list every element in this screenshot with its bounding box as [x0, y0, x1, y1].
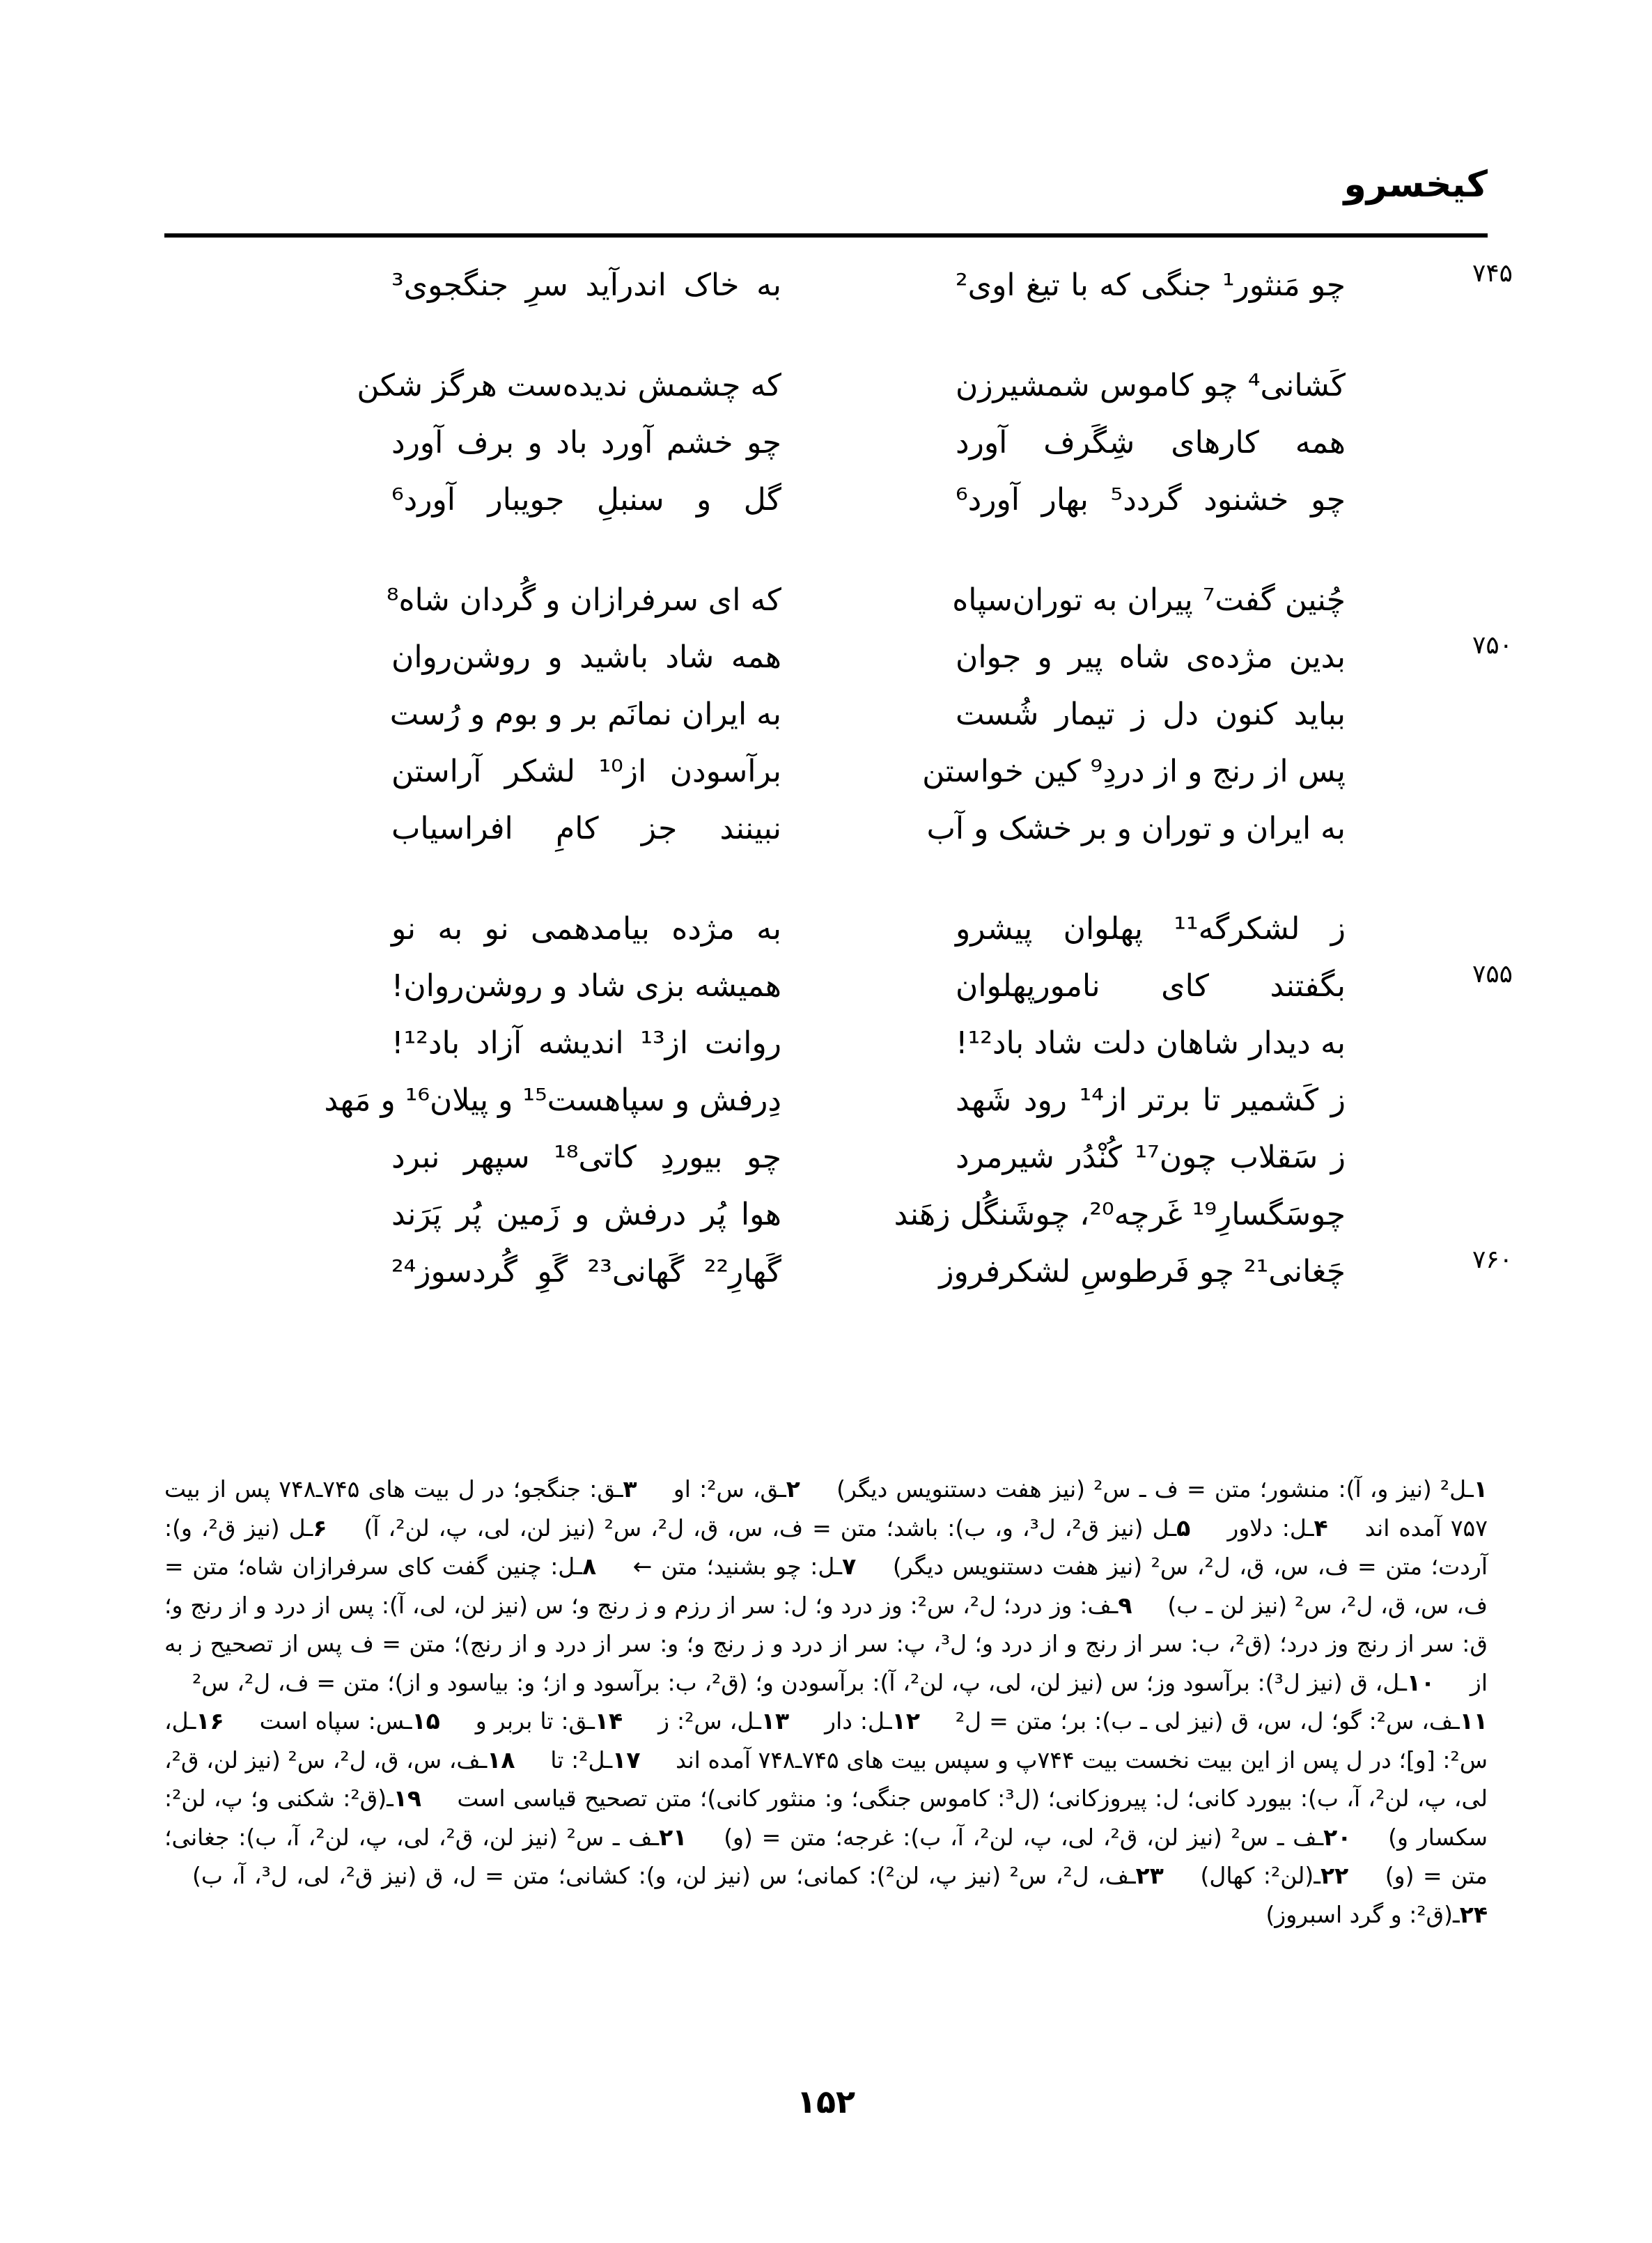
footnote-text: ل² (نیز و، آ): منشور؛ متن = ف ـ س² (نیز هفت دستنویس دیگر) — [836, 1475, 1467, 1503]
couplet — [0, 358, 1652, 415]
footnote-dash: ـ — [1111, 1591, 1119, 1619]
second-hemistich: گَهارِ²² گَهانی²³ گَوِ گُردسوز²⁴ — [391, 1254, 781, 1289]
footnote-text: ف، س²: گو؛ ل، س، ق (نیز لی ـ ب): بر؛ متن = ل² — [955, 1707, 1454, 1734]
footnote-number: ۳ — [623, 1475, 637, 1503]
footnote-number: ۱۵ — [412, 1707, 440, 1734]
couplet — [0, 801, 1652, 858]
couplet — [0, 1073, 1652, 1130]
first-hemistich: چو خشنود گردد⁵ بهار آورد⁶ — [956, 482, 1346, 518]
footnote-dash: ـ — [605, 1746, 613, 1774]
footnote-number: ۱۸ — [487, 1746, 515, 1774]
running-title: کیخسرو — [1343, 164, 1488, 205]
first-hemistich: پس از رنج و از دردِ⁹ کین خواستن — [922, 754, 1346, 789]
second-hemistich: به خاک اندرآید سرِ جنگجوی³ — [391, 267, 781, 303]
footnote-text: ل: دار — [825, 1707, 885, 1734]
footnote-number: ۱۶ — [196, 1707, 224, 1734]
couplet — [0, 1187, 1652, 1244]
footnote-dash: ـ — [405, 1707, 412, 1734]
footnote-dash: ـ — [885, 1707, 892, 1734]
footnote — [260, 1707, 440, 1734]
footnote-dash: ـ — [588, 1707, 595, 1734]
second-hemistich: چو خشم آورد باد و برف آورد — [391, 425, 781, 460]
stanza — [0, 901, 1652, 1301]
couplet — [0, 258, 1652, 315]
footnote-dash: ـ — [1400, 1668, 1407, 1696]
footnote — [192, 1862, 1164, 1889]
second-hemistich: همه شاد باشید و روشن‌روان — [391, 639, 781, 675]
footnote-text: (ق²: و گرد اسبروز) — [1265, 1900, 1454, 1928]
footnote-text: ف ـ س² (نیز لن، ق²، لی، پ، لن²، آ، ب): غرجه؛ متن = (و) — [724, 1823, 1317, 1851]
footnote-dash: ـ — [779, 1475, 786, 1503]
first-hemistich: به دیدار شاهان دلت شاد باد¹²! — [956, 1025, 1346, 1061]
footnote-dash: ـ — [652, 1823, 660, 1851]
footnote-number: ۱۰ — [1406, 1668, 1435, 1696]
couplet — [0, 1130, 1652, 1187]
footnote-number: ۱۱ — [1459, 1707, 1488, 1734]
first-hemistich: ز کَشمیر تا برتر از¹⁴ رود شَهد — [956, 1082, 1346, 1118]
footnote — [550, 1746, 640, 1774]
footnote-text: ل، ق (نیز ل³): برآسود وز؛ س (نیز لن، لی، پ، لن²، آ): برآسودن و؛ (ق²، ب: برآسود و از؛ و: بیاسود و از)؛ متن = ف، ل²، س² — [192, 1668, 1401, 1696]
footnote-text: ل (نیز ق²، و): آردت؛ متن = ف، س، ق، ل²، س² (نیز هفت دستنویس دیگر) — [164, 1514, 1488, 1580]
footnote — [192, 1669, 1435, 1696]
first-hemistich: بباید کنون دل ز تیمار شُست — [956, 697, 1346, 732]
footnote-text: س: سپاه است — [259, 1707, 405, 1734]
footnote — [724, 1824, 1351, 1851]
footnote-text: ل، س²: [و]؛ در ل پس از این بیت نخست بیت ۷۴۴پ و سپس بیت های ۷۴۵ـ۷۴۸ آمده اند — [164, 1707, 1488, 1774]
footnote-number: ۱۴ — [594, 1707, 623, 1734]
footnote-text: ل²: تا — [550, 1746, 606, 1774]
footnote-text: (لن²: کهال) — [1200, 1862, 1314, 1889]
footnote — [658, 1707, 789, 1734]
footnote-text: ف ـ س² (نیز لن، ق²، لی، پ، لن²، آ، ب): جغانی؛ متن = (و) — [164, 1823, 1488, 1889]
footnote — [825, 1707, 920, 1734]
line-number: ۷۵۵ — [1472, 960, 1513, 988]
stanza — [0, 258, 1652, 315]
header-rule — [164, 233, 1488, 238]
footnote-dash: ـ — [1307, 1514, 1314, 1542]
couplet — [0, 472, 1652, 529]
footnote-number: ۱۳ — [761, 1707, 790, 1734]
stanza — [0, 573, 1652, 858]
footnote-number: ۱۲ — [891, 1707, 920, 1734]
footnote — [633, 1553, 857, 1580]
footnote-dash: ـ — [480, 1746, 488, 1774]
first-hemistich: همه کارهای شِگَرف آورد — [956, 425, 1346, 460]
footnote — [1227, 1514, 1327, 1542]
line-number: ۷۵۰ — [1472, 631, 1513, 660]
first-hemistich: چوسَگسارِ¹⁹ غَرچه²⁰، چوشَنگُل زهَند — [894, 1197, 1346, 1232]
second-hemistich: روانت از¹³ اندیشه آزاد باد¹²! — [391, 1025, 781, 1061]
footnote-text: ق: جنگجو؛ در ل بیت های ۷۴۵ـ۷۴۸ پس از بیت ۷۵۷ آمده اند — [164, 1475, 1488, 1542]
footnote — [956, 1707, 1488, 1734]
footnote-text: ف، س، ق، ل²، س² (نیز لن، ق²، لی، پ، لن²، آ، ب): بیورد کانی؛ ل: پیروزکانی؛ (ل³: کاموس جنگی؛ و: منثور کانی)؛ متن تصحیح قیاسی است — [164, 1746, 1488, 1812]
footnote-dash: ـ — [1169, 1514, 1177, 1542]
footnote — [364, 1514, 1191, 1542]
footnote-dash: ـ — [387, 1785, 393, 1812]
line-number: ۷۴۵ — [1472, 259, 1513, 288]
footnote-text: ل: چنین گفت کای سرفرازان شاه؛ متن = ف، س، ق، ل²، س² (نیز لن ـ ب) — [164, 1553, 1488, 1619]
first-hemistich: چُنین گفت⁷ پیران به توران‌سپاه — [952, 582, 1346, 618]
second-hemistich: همیشه بزی شاد و روشن‌روان! — [391, 968, 781, 1004]
page-number: ۱۵۲ — [796, 2083, 856, 2120]
footnote-dash: ـ — [1453, 1707, 1460, 1734]
second-hemistich: به مژده بیامدهمی نو به نو — [391, 911, 781, 947]
footnote-text: ل: دلاور — [1227, 1514, 1307, 1542]
couplet — [0, 415, 1652, 472]
footnote-dash: ـ — [1453, 1900, 1460, 1928]
footnote — [1265, 1901, 1488, 1928]
footnote-number: ۱۹ — [393, 1785, 422, 1812]
second-hemistich: دِرفش و سپاهست¹⁵ و پیلان¹⁶ و مَهد — [324, 1082, 781, 1118]
footnote-number: ۱ — [1473, 1475, 1488, 1503]
footnote-number: ۲۲ — [1320, 1862, 1349, 1889]
couplet — [0, 901, 1652, 958]
footnote-text: ف، ل²، س² (نیز پ، لن²): کمانی؛ س (نیز لن، و): کشانی؛ متن = ل، ق (نیز ق²، لی، ل³، آ، ب) — [192, 1862, 1129, 1889]
footnote-number: ۶ — [313, 1514, 327, 1542]
verse-body — [0, 258, 1652, 1344]
couplet — [0, 958, 1652, 1016]
line-number: ۷۶۰ — [1472, 1245, 1513, 1274]
footnote-text: ق: تا بربر و — [475, 1707, 589, 1734]
second-hemistich: به ایران نمانَم بر و بوم و رُست — [389, 697, 781, 732]
footnote-text: ق، س²: او — [673, 1475, 780, 1503]
couplet — [0, 630, 1652, 687]
footnote-text: (ق²: شکنی و؛ پ، لن²: سکسار و) — [164, 1785, 1488, 1851]
footnote-number: ۴ — [1314, 1514, 1328, 1542]
couplet — [0, 573, 1652, 630]
footnote-number: ۸ — [582, 1553, 597, 1580]
first-hemistich: کَشانی⁴ چو کاموس شمشیرزن — [956, 368, 1346, 403]
footnote-number: ۲۰ — [1323, 1823, 1352, 1851]
footnote — [476, 1707, 623, 1734]
footnote-number: ۵ — [1176, 1514, 1191, 1542]
footnote-dash: ـ — [754, 1707, 761, 1734]
first-hemistich: به ایران و توران و بر خشک و آب — [926, 811, 1346, 846]
first-hemistich: بدین مژده‌ی شاه پیر و جوان — [956, 639, 1346, 675]
footnote-number: ۲۳ — [1135, 1862, 1164, 1889]
couplet — [0, 1244, 1652, 1301]
footnote-dash: ـ — [616, 1475, 623, 1503]
footnote-dash: ـ — [189, 1707, 196, 1734]
footnote — [1200, 1862, 1348, 1889]
couplet — [0, 744, 1652, 801]
second-hemistich: هوا پُر درفش و زَمین پُر پَرَند — [391, 1197, 781, 1232]
footnote-number: ۷ — [842, 1553, 857, 1580]
footnotes — [164, 1470, 1488, 1934]
first-hemistich: چَغانی²¹ چو فَرطوسِ لشکرفروز — [939, 1254, 1346, 1289]
footnote — [836, 1475, 1488, 1503]
footnote-dash: ـ — [1467, 1475, 1474, 1503]
footnote-dash: ـ — [1316, 1823, 1324, 1851]
footnote-text: ل، س²: ز — [658, 1707, 755, 1734]
footnote — [673, 1475, 800, 1503]
stanza — [0, 358, 1652, 529]
footnote-dash: ـ — [306, 1514, 313, 1542]
footnote-number: ۲۴ — [1459, 1900, 1488, 1928]
second-hemistich: نبینند جز کامِ افراسیاب — [391, 811, 781, 846]
footnote-dash: ـ — [575, 1553, 582, 1580]
second-hemistich: که ای سرفرازان و گُردان شاه⁸ — [386, 582, 781, 618]
first-hemistich: چو مَنثور¹ جنگی که با تیغ اوی² — [956, 267, 1346, 303]
footnote-text: ف: وز درد؛ ل²، س²: وز درد و؛ ل: سر از رزم و ز رنج و؛ س (نیز لن، لی، آ): پس از درد و از رنج و؛ ق: سر از رنج وز درد؛ (ق²، ب: سر از رنج و از درد و؛ ل³، پ: سر از درد و ز رنج و؛ و: سر از درد و از رنج)؛ متن = ف پس از تصحیح ز به از — [164, 1591, 1488, 1696]
footnote-dash: ـ — [835, 1553, 843, 1580]
footnote-number: ۱۷ — [612, 1746, 641, 1774]
footnote-dash: ـ — [1128, 1862, 1136, 1889]
footnote-number: ۲۱ — [659, 1823, 687, 1851]
second-hemistich: برآسودن از¹⁰ لشکر آراستن — [391, 754, 781, 789]
footnote-text: ل (نیز ق²، ل³، و، ب): باشد؛ متن = ف، س، ق، ل²، س² (نیز لن، لی، پ، لن²، آ) — [364, 1514, 1170, 1542]
first-hemistich: ز سَقلاب چون¹⁷ کُنْدُر شیرمرد — [956, 1140, 1346, 1175]
first-hemistich: بگفتند کای نامورپهلوان — [956, 968, 1346, 1004]
second-hemistich: گل و سنبلِ جویبار آورد⁶ — [391, 482, 781, 518]
footnote-dash: ـ — [1314, 1862, 1320, 1889]
couplet — [0, 1016, 1652, 1073]
couplet — [0, 687, 1652, 744]
footnote-number: ۲ — [786, 1475, 800, 1503]
footnote-text: ل: چو بشنید؛ متن ← — [632, 1553, 836, 1580]
footnote-number: ۹ — [1118, 1591, 1132, 1619]
second-hemistich: که چشمش ندیده‌ست هرگز شکن — [357, 368, 781, 403]
first-hemistich: ز لشکرگه¹¹ پهلوان پیشرو — [956, 911, 1346, 947]
second-hemistich: چو بیوردِ کاتی¹⁸ سپهر نبرد — [391, 1140, 781, 1175]
